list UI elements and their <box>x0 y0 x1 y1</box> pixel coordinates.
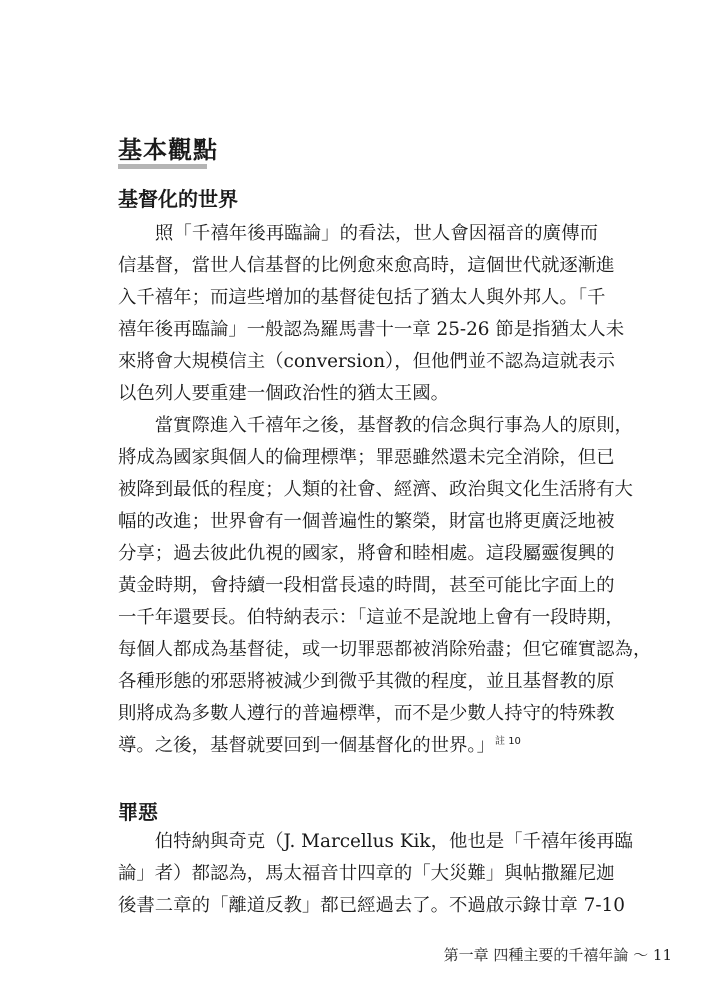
text-line: 導。之後，基督就要回到一個基督化的世界。」 <box>118 735 496 756</box>
text-line: 伯特納與奇克（J. Marcellus Kik，他也是「千禧年後再臨 <box>118 831 633 852</box>
text-line: 分享；過去彼此仇視的國家，將會和睦相處。這段屬靈復興的 <box>118 543 615 564</box>
subheading-christianized-world: 基督化的世界 <box>118 187 238 211</box>
text-line: 當實際進入千禧年之後，基督教的信念與行事為人的原則， <box>118 415 633 436</box>
text-line: 將成為國家與個人的倫理標準；罪惡雖然還未完全消除，但已 <box>118 447 615 468</box>
subheading-sin: 罪惡 <box>118 800 158 824</box>
text-line-with-footnote <box>118 730 598 762</box>
text-line: 幅的改進；世界會有一個普遍性的繁榮，財富也將更廣泛地被 <box>118 511 615 532</box>
text-line: 禧年後再臨論」一般認為羅馬書十一章 25-26 節是指猶太人未 <box>118 319 625 340</box>
text-line: 照「千禧年後再臨論」的看法，世人會因福音的廣傳而 <box>118 223 598 244</box>
paragraph-1 <box>118 218 625 410</box>
paragraph-3 <box>118 826 633 922</box>
text-line: 各種形態的邪惡將被減少到微乎其微的程度，並且基督教的原 <box>118 671 615 692</box>
text-line: 來將會大規模信主（conversion），但他們並不認為這就表示 <box>118 351 615 372</box>
text-line: 被降到最低的程度；人類的社會、經濟、政治與文化生活將有大 <box>118 479 633 500</box>
text-line: 每個人都成為基督徒，或一切罪惡都被消除殆盡；但它確實認為， <box>118 639 652 660</box>
text-line: 以色列人要重建一個政治性的猶太王國。 <box>118 383 450 404</box>
paragraph-2 <box>118 410 652 762</box>
section-title-underline <box>118 164 207 169</box>
page-footer: 第一章 四種主要的千禧年論 ～ 11 <box>443 946 672 964</box>
text-line: 論」者）都認為，馬太福音廿四章的「大災難」與帖撒羅尼迦 <box>118 863 615 884</box>
text-line: 後書二章的「離道反教」都已經過去了。不過啟示錄廿章 7-10 <box>118 895 625 916</box>
text-line: 入千禧年；而這些增加的基督徒包括了猶太人與外邦人。「千 <box>118 287 606 308</box>
section-title: 基本觀點 <box>118 136 218 164</box>
footnote-marker: 註 10 <box>495 735 521 747</box>
text-line: 黃金時期，會持續一段相當長遠的時間，甚至可能比字面上的 <box>118 575 615 596</box>
text-line: 信基督，當世人信基督的比例愈來愈高時，這個世代就逐漸進 <box>118 255 615 276</box>
text-line: 則將成為多數人遵行的普遍標準，而不是少數人持守的特殊教 <box>118 703 615 724</box>
text-line: 一千年還要長。伯特納表示：「這並不是說地上會有一段時期， <box>118 607 624 628</box>
